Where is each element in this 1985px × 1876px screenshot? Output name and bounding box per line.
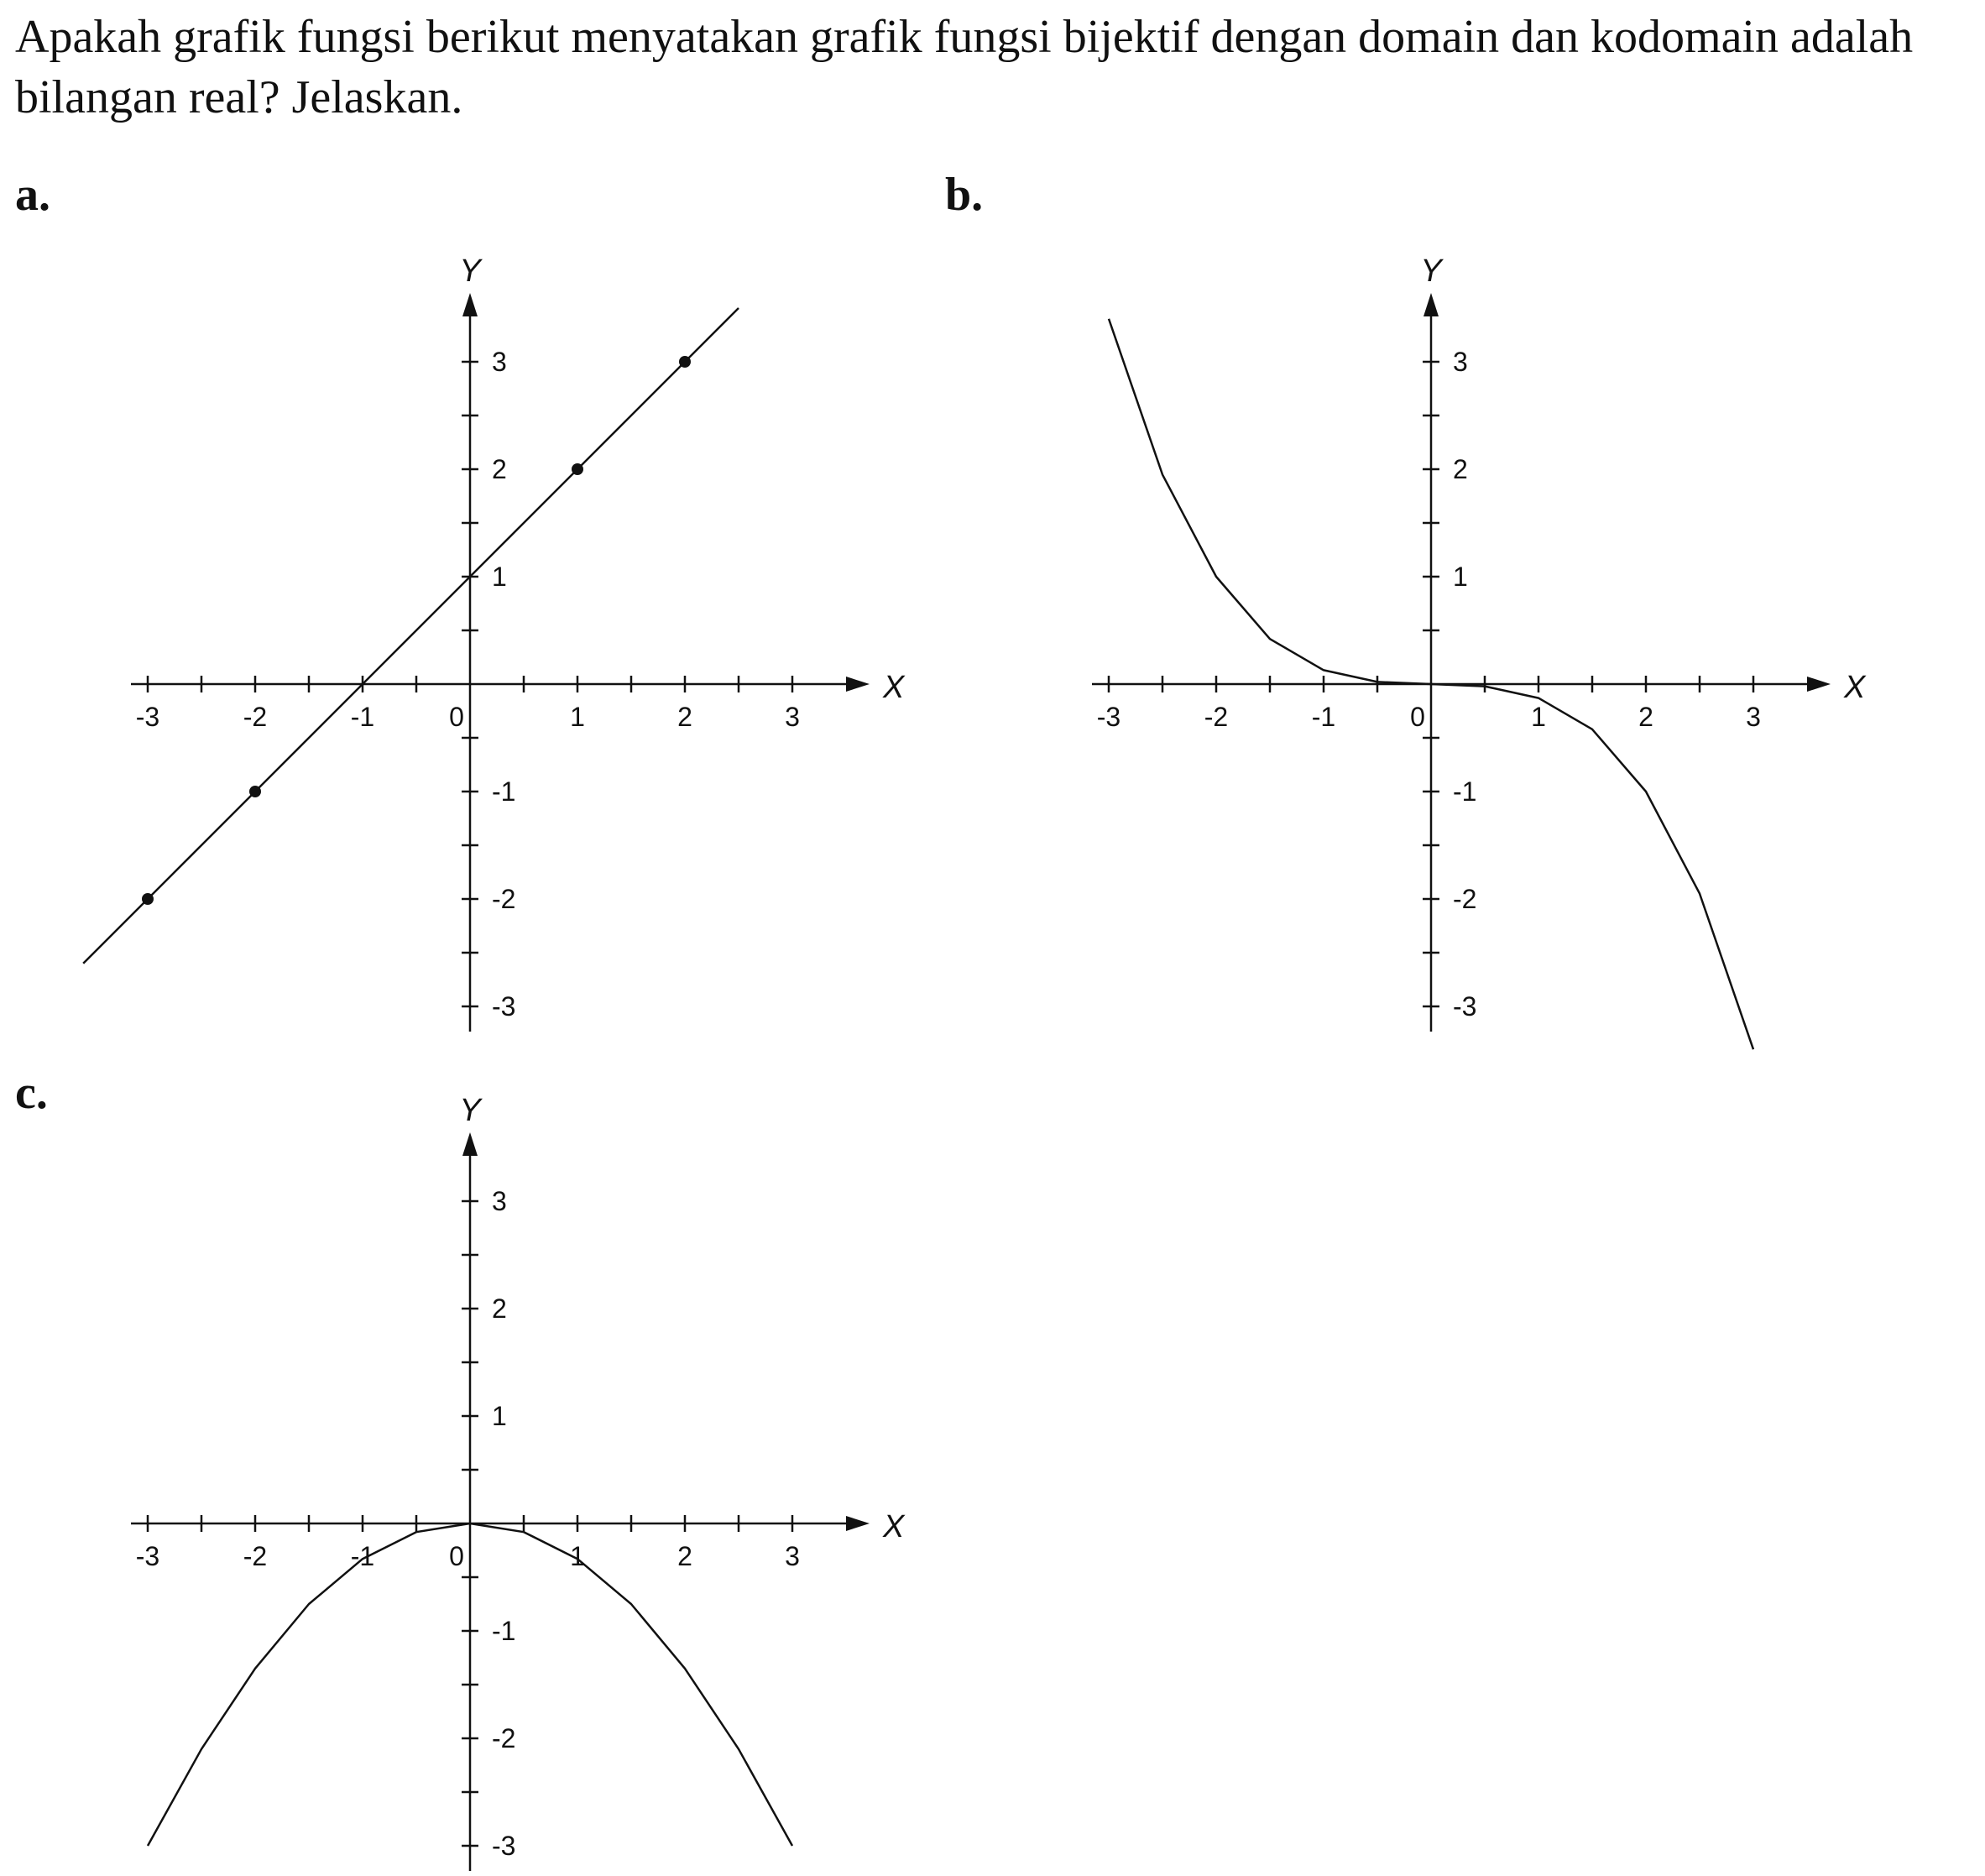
y-tick-label: -1 (492, 1616, 516, 1646)
x-tick-label: 2 (677, 702, 692, 732)
x-tick-label: -1 (1311, 702, 1336, 732)
x-tick-label: -3 (135, 702, 160, 732)
x-tick-label: 3 (1746, 702, 1761, 732)
x-tick-label: 2 (677, 1541, 692, 1571)
x-tick-label: 0 (449, 1541, 464, 1571)
y-axis-name: Y (459, 1093, 481, 1128)
question-text: Apakah grafik fungsi berikut menyatakan grafik fungsi bijektif dengan domain dan kodomain adalah bilangan real? Jelaskan. (15, 11, 1914, 123)
x-axis-name: X (883, 670, 905, 705)
x-tick-label: 1 (570, 1541, 585, 1571)
y-tick-label: -3 (1453, 991, 1477, 1022)
y-tick-label: 2 (492, 1293, 507, 1324)
y-tick-label: 3 (1453, 347, 1468, 377)
y-tick-label: -2 (492, 884, 516, 914)
panel-c-label: c. (15, 1067, 48, 1119)
y-tick-label: -3 (492, 1831, 516, 1861)
y-tick-label: -1 (1453, 776, 1477, 807)
x-tick-label: -1 (350, 1541, 375, 1571)
x-tick-label: -2 (243, 702, 268, 732)
panel-a-label: a. (15, 169, 50, 221)
y-axis-name: Y (1420, 253, 1442, 289)
y-tick-label: -1 (492, 776, 516, 807)
x-tick-label: -3 (1096, 702, 1121, 732)
y-tick-label: 1 (492, 562, 507, 592)
x-tick-label: -3 (135, 1541, 160, 1571)
y-tick-label: 3 (492, 347, 507, 377)
x-tick-label: -2 (243, 1541, 268, 1571)
x-tick-label: 0 (1410, 702, 1425, 732)
x-tick-label: 0 (449, 702, 464, 732)
y-tick-label: 3 (492, 1186, 507, 1216)
y-tick-label: -2 (492, 1723, 516, 1753)
x-axis-name: X (1844, 670, 1866, 705)
panel-b-label: b. (945, 169, 984, 221)
x-tick-label: -2 (1204, 702, 1229, 732)
x-tick-label: 2 (1638, 702, 1653, 732)
y-tick-label: -2 (1453, 884, 1477, 914)
x-tick-label: 3 (785, 1541, 800, 1571)
y-tick-label: -3 (492, 991, 516, 1022)
x-tick-label: 1 (1531, 702, 1546, 732)
x-tick-label: 1 (570, 702, 585, 732)
x-tick-label: 3 (785, 702, 800, 732)
x-axis-name: X (883, 1509, 905, 1544)
y-axis-name: Y (459, 253, 481, 289)
y-tick-label: 1 (492, 1401, 507, 1431)
y-tick-label: 2 (492, 454, 507, 484)
y-tick-label: 1 (1453, 562, 1468, 592)
x-axis-arrow (846, 1516, 870, 1531)
y-tick-label: 2 (1453, 454, 1468, 484)
x-tick-label: -1 (350, 702, 375, 732)
y-axis-arrow (462, 1132, 478, 1156)
